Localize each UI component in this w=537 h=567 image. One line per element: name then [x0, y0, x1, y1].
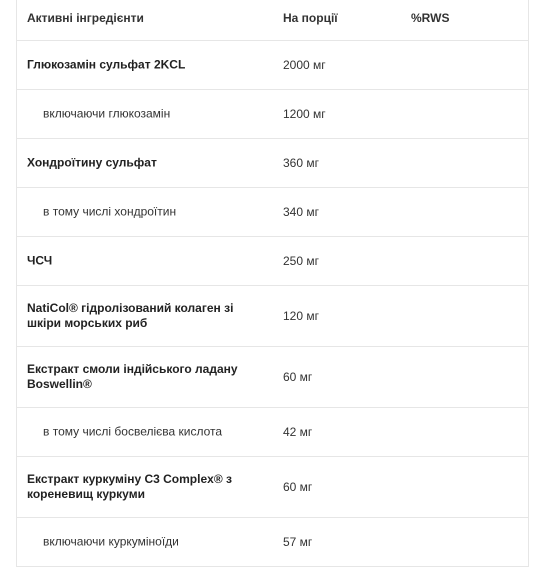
ingredient-amount: 360 мг	[283, 156, 319, 170]
table-row	[17, 237, 528, 286]
ingredient-name: в тому числі босвелієва кислота	[43, 424, 223, 439]
table-row	[17, 139, 528, 188]
table-row	[17, 408, 528, 457]
ingredient-amount: 60 мг	[283, 370, 313, 384]
ingredient-amount: 1200 мг	[283, 107, 326, 121]
ingredient-amount: 340 мг	[283, 205, 319, 219]
ingredient-amount: 42 мг	[283, 425, 313, 439]
ingredient-name: Хондроїтину сульфат	[27, 155, 157, 170]
ingredient-name: NatiCol® гідролізований колаген зі шкіри морських риб	[27, 301, 234, 330]
ingredient-name: Глюкозамін сульфат 2KCL	[27, 57, 186, 72]
ingredient-amount: 60 мг	[283, 480, 313, 494]
header-per-serving: На порції	[283, 11, 338, 25]
table-header	[17, 0, 528, 41]
table-row	[17, 188, 528, 237]
ingredients-table	[16, 0, 529, 567]
ingredient-amount: 57 мг	[283, 535, 313, 549]
table-row	[17, 286, 528, 347]
header-rws: %RWS	[411, 11, 450, 25]
table-row	[17, 518, 528, 567]
ingredient-name: в тому числі хондроїтин	[43, 204, 177, 219]
ingredient-name: Екстракт смоли індійського ладану Boswellin®	[27, 362, 238, 391]
ingredient-name: ЧСЧ	[27, 253, 53, 268]
table-row	[17, 457, 528, 518]
table-row	[17, 41, 528, 90]
ingredient-amount: 2000 мг	[283, 58, 326, 72]
table-row	[17, 90, 528, 139]
ingredient-name: Екстракт куркуміну C3 Complex® з кореневищ куркуми	[27, 472, 232, 501]
ingredient-amount: 120 мг	[283, 309, 319, 323]
table-row	[17, 347, 528, 408]
header-ingredient: Активні інгредієнти	[27, 11, 144, 25]
ingredient-name: включаючи глюкозамін	[43, 106, 171, 121]
ingredient-name: включаючи куркуміноїди	[43, 534, 179, 549]
ingredient-amount: 250 мг	[283, 254, 319, 268]
